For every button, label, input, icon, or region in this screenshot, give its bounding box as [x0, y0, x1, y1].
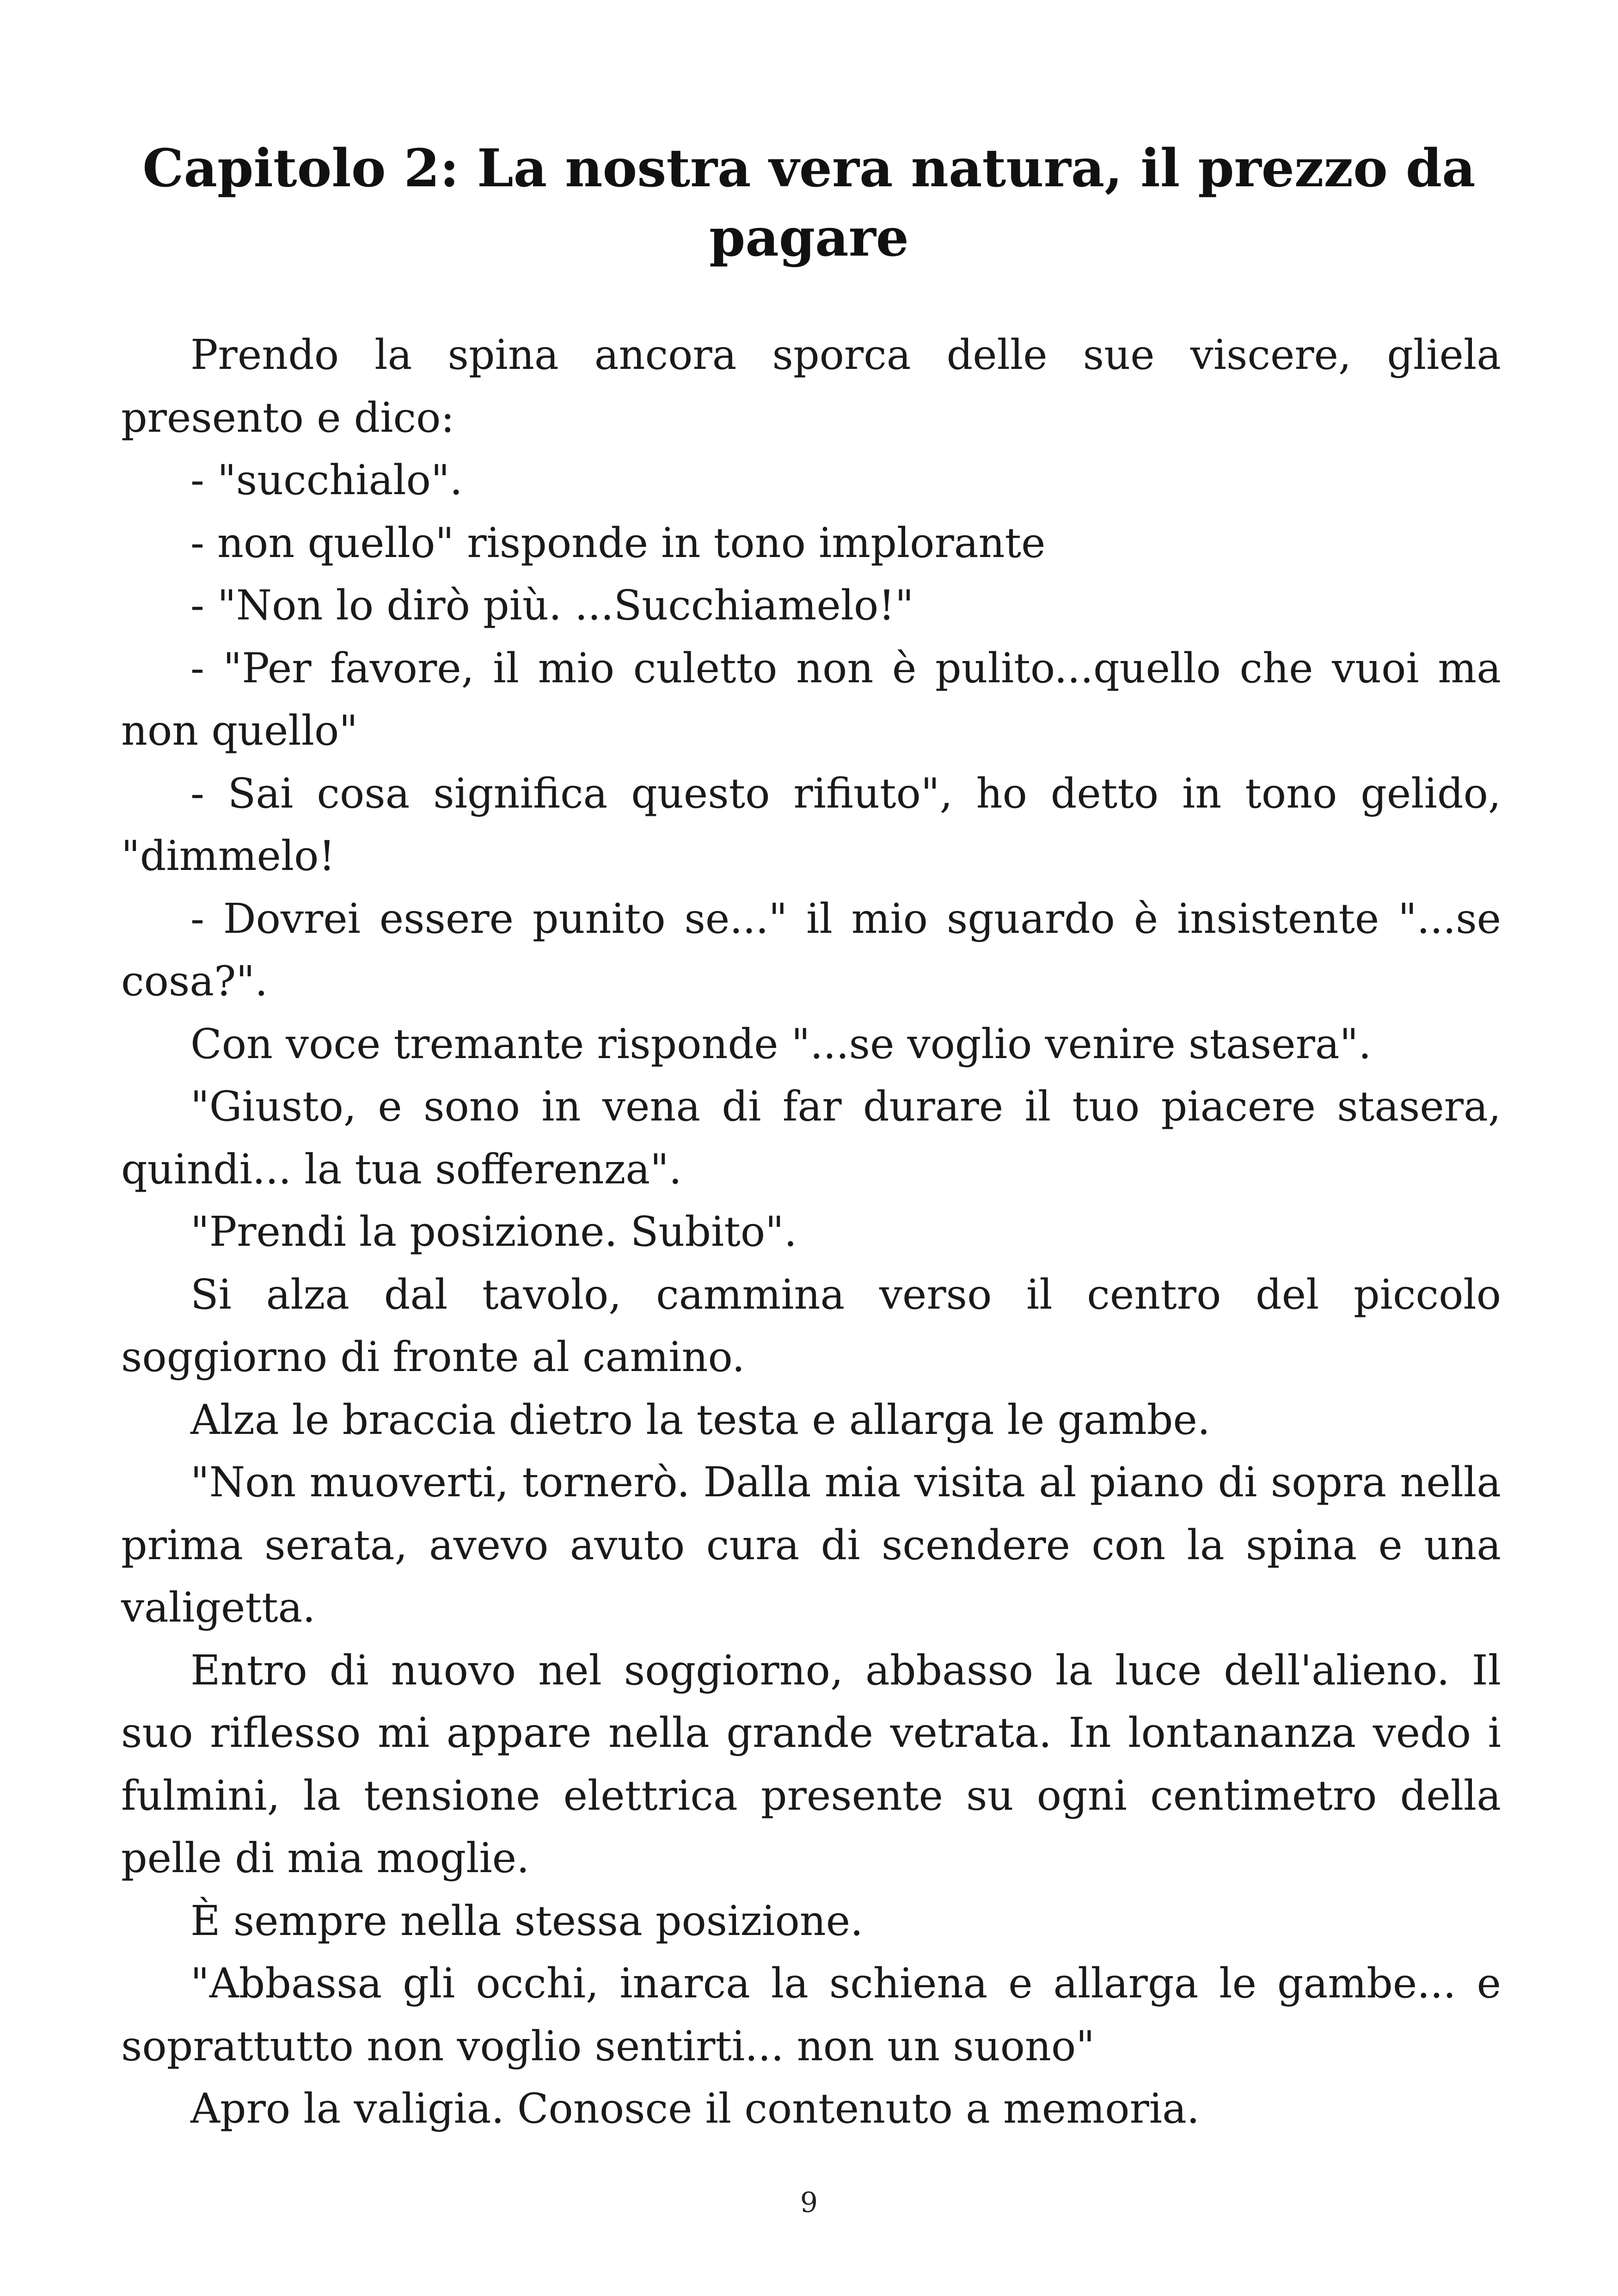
paragraph: Alza le braccia dietro la testa e allarga le gambe.: [190, 1396, 1211, 1444]
paragraph: - Sai cosa significa questo rifiuto", ho detto in tono gelido, "dimmelo!: [121, 769, 1501, 880]
paragraph: Si alza dal tavolo, cammina verso il centro del piccolo soggiorno di fronte al camino.: [121, 1270, 1501, 1381]
paragraph: Apro la valigia. Conosce il contenuto a memoria.: [190, 2085, 1200, 2132]
chapter-body: [121, 324, 1501, 2140]
paragraph: "Prendi la posizione. Subito".: [190, 1208, 797, 1255]
paragraph: "Giusto, e sono in vena di far durare il tuo piacere stasera, quindi... la tua sofferenza".: [121, 1083, 1501, 1193]
paragraph: "Non muoverti, tornerò. Dalla mia visita al piano di sopra nella prima serata, avevo avuto cura di scendere con la spina e una valigetta.: [121, 1458, 1501, 1631]
page-number: 9: [800, 2186, 818, 2219]
paragraph: - Dovrei essere punito se..." il mio sguardo è insistente "...se cosa?".: [121, 894, 1501, 1005]
paragraph: È sempre nella stessa posizione.: [190, 1897, 864, 1945]
paragraph: "Abbassa gli occhi, inarca la schiena e allarga le gambe... e soprattutto non voglio sentirti... non un suono": [121, 1959, 1501, 2070]
paragraph: Entro di nuovo nel soggiorno, abbasso la luce dell'alieno. Il suo riflesso mi appare nella grande vetrata. In lontananza vedo i fulmini, la tensione elettrica presente su ogni centimetro della pelle di mia moglie.: [121, 1646, 1501, 1882]
chapter-title: Capitolo 2: La nostra vera natura, il prezzo da pagare: [142, 138, 1476, 268]
paragraph: Prendo la spina ancora sporca delle sue viscere, gliela presento e dico:: [121, 331, 1501, 441]
paragraph: - "succhialo".: [190, 456, 463, 504]
paragraph: Con voce tremante risponde "...se voglio venire stasera".: [190, 1020, 1372, 1068]
paragraph: - "Per favore, il mio culetto non è pulito...quello che vuoi ma non quello": [121, 644, 1501, 754]
paragraph: - non quello" risponde in tono implorante: [190, 519, 1046, 567]
paragraph: - "Non lo dirò più. ...Succhiamelo!": [190, 582, 914, 629]
